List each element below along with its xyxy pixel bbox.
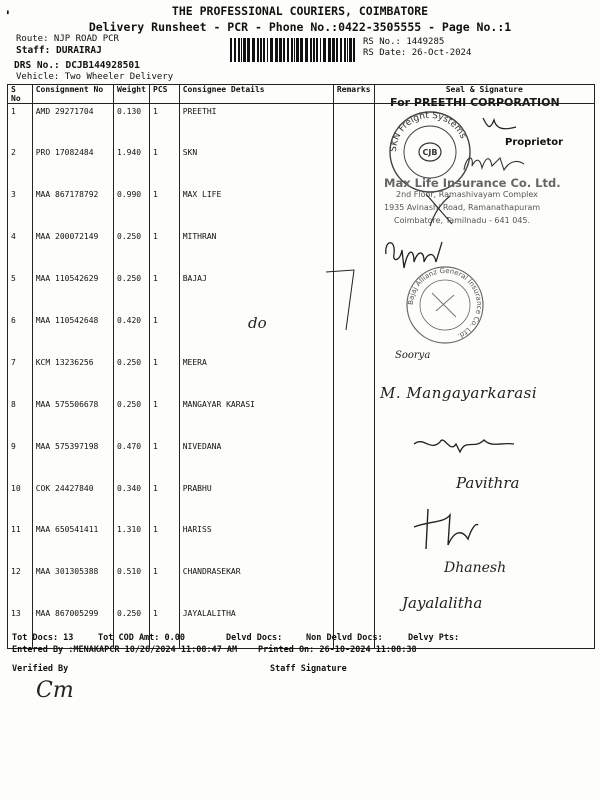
remarks-cell [333, 522, 374, 564]
sno-cell: 11 [8, 522, 33, 564]
barcode-bar [336, 38, 338, 62]
pcs-cell: 1 [150, 564, 180, 606]
barcode-bar [347, 38, 348, 62]
barcode-bar [243, 38, 246, 62]
weight-cell: 0.250 [114, 229, 150, 271]
rs-number: RS No.: 1449285 [363, 37, 445, 47]
weight-cell: 0.510 [114, 564, 150, 606]
table-row [8, 271, 595, 313]
maxlife-stamp-name: Max Life Insurance Co. Ltd. [384, 176, 561, 190]
consignee-cell: PREETHI [179, 104, 333, 146]
consignment-cell: MAA 110542648 [32, 313, 113, 355]
consignment-cell: MAA 200072149 [32, 229, 113, 271]
weight-cell: 0.340 [114, 481, 150, 523]
pcs-cell: 1 [150, 397, 180, 439]
consignment-cell: PRO 17082484 [32, 145, 113, 187]
pcs-cell: 1 [150, 229, 180, 271]
remarks-cell [333, 564, 374, 606]
route-label: Route: NJP ROAD PCR [16, 34, 119, 44]
total-cod: Tot COD Amt: 0.00 [98, 633, 185, 643]
maxlife-stamp-addr3: Coimbatore, Tamilnadu - 641 045. [394, 216, 531, 225]
consignment-cell: MAA 575397198 [32, 439, 113, 481]
total-docs: Tot Docs: 13 [12, 633, 74, 643]
bajaj-seal [398, 265, 493, 345]
bajaj-ring-text: Bajaj Allianz General Insurance Co. Ltd. [406, 266, 484, 341]
barcode-bar [316, 38, 318, 62]
barcode-bar [257, 38, 259, 62]
pcs-cell: 1 [150, 104, 180, 146]
barcode-bar [294, 38, 295, 62]
pcs-cell: 1 [150, 271, 180, 313]
barcode-bar [287, 38, 289, 62]
barcode-bar [328, 38, 331, 62]
sno-cell: 1 [8, 104, 33, 146]
barcode-bar [296, 38, 299, 62]
barcode-bar [310, 38, 312, 62]
barcode-bar [305, 38, 308, 62]
signature-r11 [410, 505, 480, 555]
barcode [230, 38, 355, 62]
col-sno: S No [8, 85, 33, 104]
sno-cell: 3 [8, 187, 33, 229]
pcs-cell: 1 [150, 481, 180, 523]
sno-cell: 9 [8, 439, 33, 481]
drs-number: DRS No.: DCJB144928501 [14, 60, 140, 71]
sno-cell: 5 [8, 271, 33, 313]
weight-cell: 0.130 [114, 104, 150, 146]
signature-r8: M. Mangayarkarasi [380, 384, 538, 402]
staff-label: Staff: DURAIRAJ [16, 45, 102, 56]
non-delivered-docs: Non Delvd Docs: [306, 633, 383, 643]
remarks-cell [333, 397, 374, 439]
pcs-cell: 1 [150, 606, 180, 648]
col-seal-signature: Seal & Signature [374, 85, 594, 104]
consignment-cell: KCM 13236256 [32, 355, 113, 397]
rs-date: RS Date: 26-Oct-2024 [363, 48, 472, 58]
staff-signature-label: Staff Signature [270, 664, 347, 674]
entered-by: Entered By :MENAKAPCR 10/26/2024 11:08:47 AM [12, 645, 238, 655]
signature-r10: Pavithra [456, 474, 520, 492]
barcode-bar [247, 38, 250, 62]
consignment-cell: MAA 867005299 [32, 606, 113, 648]
ditto-mark: do [248, 314, 267, 332]
barcode-bar [238, 38, 240, 62]
preethi-stamp: For PREETHI CORPORATION [390, 96, 560, 109]
verified-signature: Cm [36, 678, 74, 703]
consignee-cell: CHANDRASEKAR [179, 564, 333, 606]
barcode-bar [230, 38, 232, 62]
printed-on: Printed On: 26-10-2024 11:08:38 [258, 645, 417, 655]
corner-mark: ▮ [6, 9, 10, 16]
col-pcs: PCS [150, 85, 180, 104]
table-row [8, 522, 595, 564]
sno-cell: 8 [8, 397, 33, 439]
sno-cell: 2 [8, 145, 33, 187]
barcode-bar [234, 38, 236, 62]
pcs-cell: 1 [150, 145, 180, 187]
table-row [8, 313, 595, 355]
weight-cell: 0.990 [114, 187, 150, 229]
weight-cell: 1.310 [114, 522, 150, 564]
signature-r13: Jayalalitha [402, 594, 483, 612]
consignment-cell: AMD 29271704 [32, 104, 113, 146]
barcode-bar [344, 38, 346, 62]
signature-r9 [410, 430, 520, 460]
barcode-bar [279, 38, 282, 62]
skn-signature [460, 152, 530, 176]
weight-cell: 0.250 [114, 271, 150, 313]
weight-cell: 0.470 [114, 439, 150, 481]
ditto-bracket [324, 266, 364, 336]
sno-cell: 6 [8, 313, 33, 355]
table-row [8, 229, 595, 271]
col-weight: Weight [114, 85, 150, 104]
col-consignee: Consignee Details [179, 85, 333, 104]
signature-cell [374, 522, 594, 564]
consignment-cell: MAA 301305388 [32, 564, 113, 606]
consignee-cell: BAJAJ [179, 271, 333, 313]
maxlife-stamp-addr2: 1935 Avinashi Road, Ramanathapuram [384, 203, 541, 212]
barcode-bar [241, 38, 242, 62]
consignee-cell: MEERA [179, 355, 333, 397]
barcode-bar [291, 38, 293, 62]
col-remarks: Remarks [333, 85, 374, 104]
consignee-cell: PRABHU [179, 481, 333, 523]
skn-center-text: CJB [422, 148, 438, 157]
consignment-cell: MAA 867178792 [32, 187, 113, 229]
consignment-cell: MAA 575506678 [32, 397, 113, 439]
remarks-cell [333, 104, 374, 146]
barcode-bar [260, 38, 262, 62]
pcs-cell: 1 [150, 313, 180, 355]
remarks-cell [333, 145, 374, 187]
barcode-bar [313, 38, 315, 62]
weight-cell: 0.420 [114, 313, 150, 355]
remarks-cell [333, 439, 374, 481]
barcode-bar [323, 38, 326, 62]
table-row [8, 564, 595, 606]
barcode-bar [340, 38, 342, 62]
barcode-bar [263, 38, 265, 62]
consignee-cell: SKN [179, 145, 333, 187]
svg-text:SKN Freight Systems [389, 111, 468, 152]
vehicle-label: Vehicle: Two Wheeler Delivery [16, 72, 174, 82]
barcode-bar [349, 38, 352, 62]
consignee-cell: NIVEDANA [179, 439, 333, 481]
consignment-cell: MAA 650541411 [32, 522, 113, 564]
sno-cell: 12 [8, 564, 33, 606]
barcode-bar [353, 38, 355, 62]
sno-cell: 4 [8, 229, 33, 271]
pcs-cell: 1 [150, 522, 180, 564]
preethi-signature [480, 114, 520, 134]
remarks-cell [333, 187, 374, 229]
consignee-cell: MAX LIFE [179, 187, 333, 229]
consignee-cell: MANGAYAR KARASI [179, 397, 333, 439]
consignee-cell: HARISS [179, 522, 333, 564]
remarks-cell [333, 229, 374, 271]
pcs-cell: 1 [150, 355, 180, 397]
barcode-bar [275, 38, 278, 62]
remarks-cell [333, 355, 374, 397]
maxlife-stamp-addr1: 2nd Floor, Ramashivayam Complex [396, 190, 538, 199]
sno-cell: 10 [8, 481, 33, 523]
delivery-points: Delvy Pts: [408, 633, 460, 643]
col-consignment: Consignment No [32, 85, 113, 104]
sno-cell: 13 [8, 606, 33, 648]
verified-by-label: Verified By [12, 664, 69, 674]
proprietor-label: Proprietor [505, 137, 564, 148]
weight-cell: 1.940 [114, 145, 150, 187]
weight-cell: 0.250 [114, 355, 150, 397]
barcode-bar [283, 38, 285, 62]
table-row [8, 606, 595, 648]
maxlife-signature [420, 190, 460, 230]
barcode-bar [267, 38, 268, 62]
barcode-bar [252, 38, 255, 62]
weight-cell: 0.250 [114, 606, 150, 648]
runsheet-title: Delivery Runsheet - PCR - Phone No.:0422-3505555 - Page No.:1 [88, 20, 512, 34]
company-title: THE PROFESSIONAL COURIERS, COIMBATORE [171, 4, 429, 18]
weight-cell: 0.250 [114, 397, 150, 439]
pcs-cell: 1 [150, 439, 180, 481]
barcode-bar [332, 38, 335, 62]
pcs-cell: 1 [150, 187, 180, 229]
delivered-docs: Delvd Docs: [226, 633, 283, 643]
consignee-cell: MITHRAN [179, 229, 333, 271]
consignment-cell: COK 24427840 [32, 481, 113, 523]
remarks-cell [333, 481, 374, 523]
signature-r12: Dhanesh [444, 560, 507, 576]
consignment-cell: MAA 110542629 [32, 271, 113, 313]
signature-r7: Soorya [395, 350, 431, 361]
skn-ring-text: SKN Freight Systems [388, 110, 468, 153]
sno-cell: 7 [8, 355, 33, 397]
barcode-bar [320, 38, 321, 62]
barcode-bar [270, 38, 273, 62]
consignee-cell: JAYALALITHA [179, 606, 333, 648]
barcode-bar [300, 38, 303, 62]
